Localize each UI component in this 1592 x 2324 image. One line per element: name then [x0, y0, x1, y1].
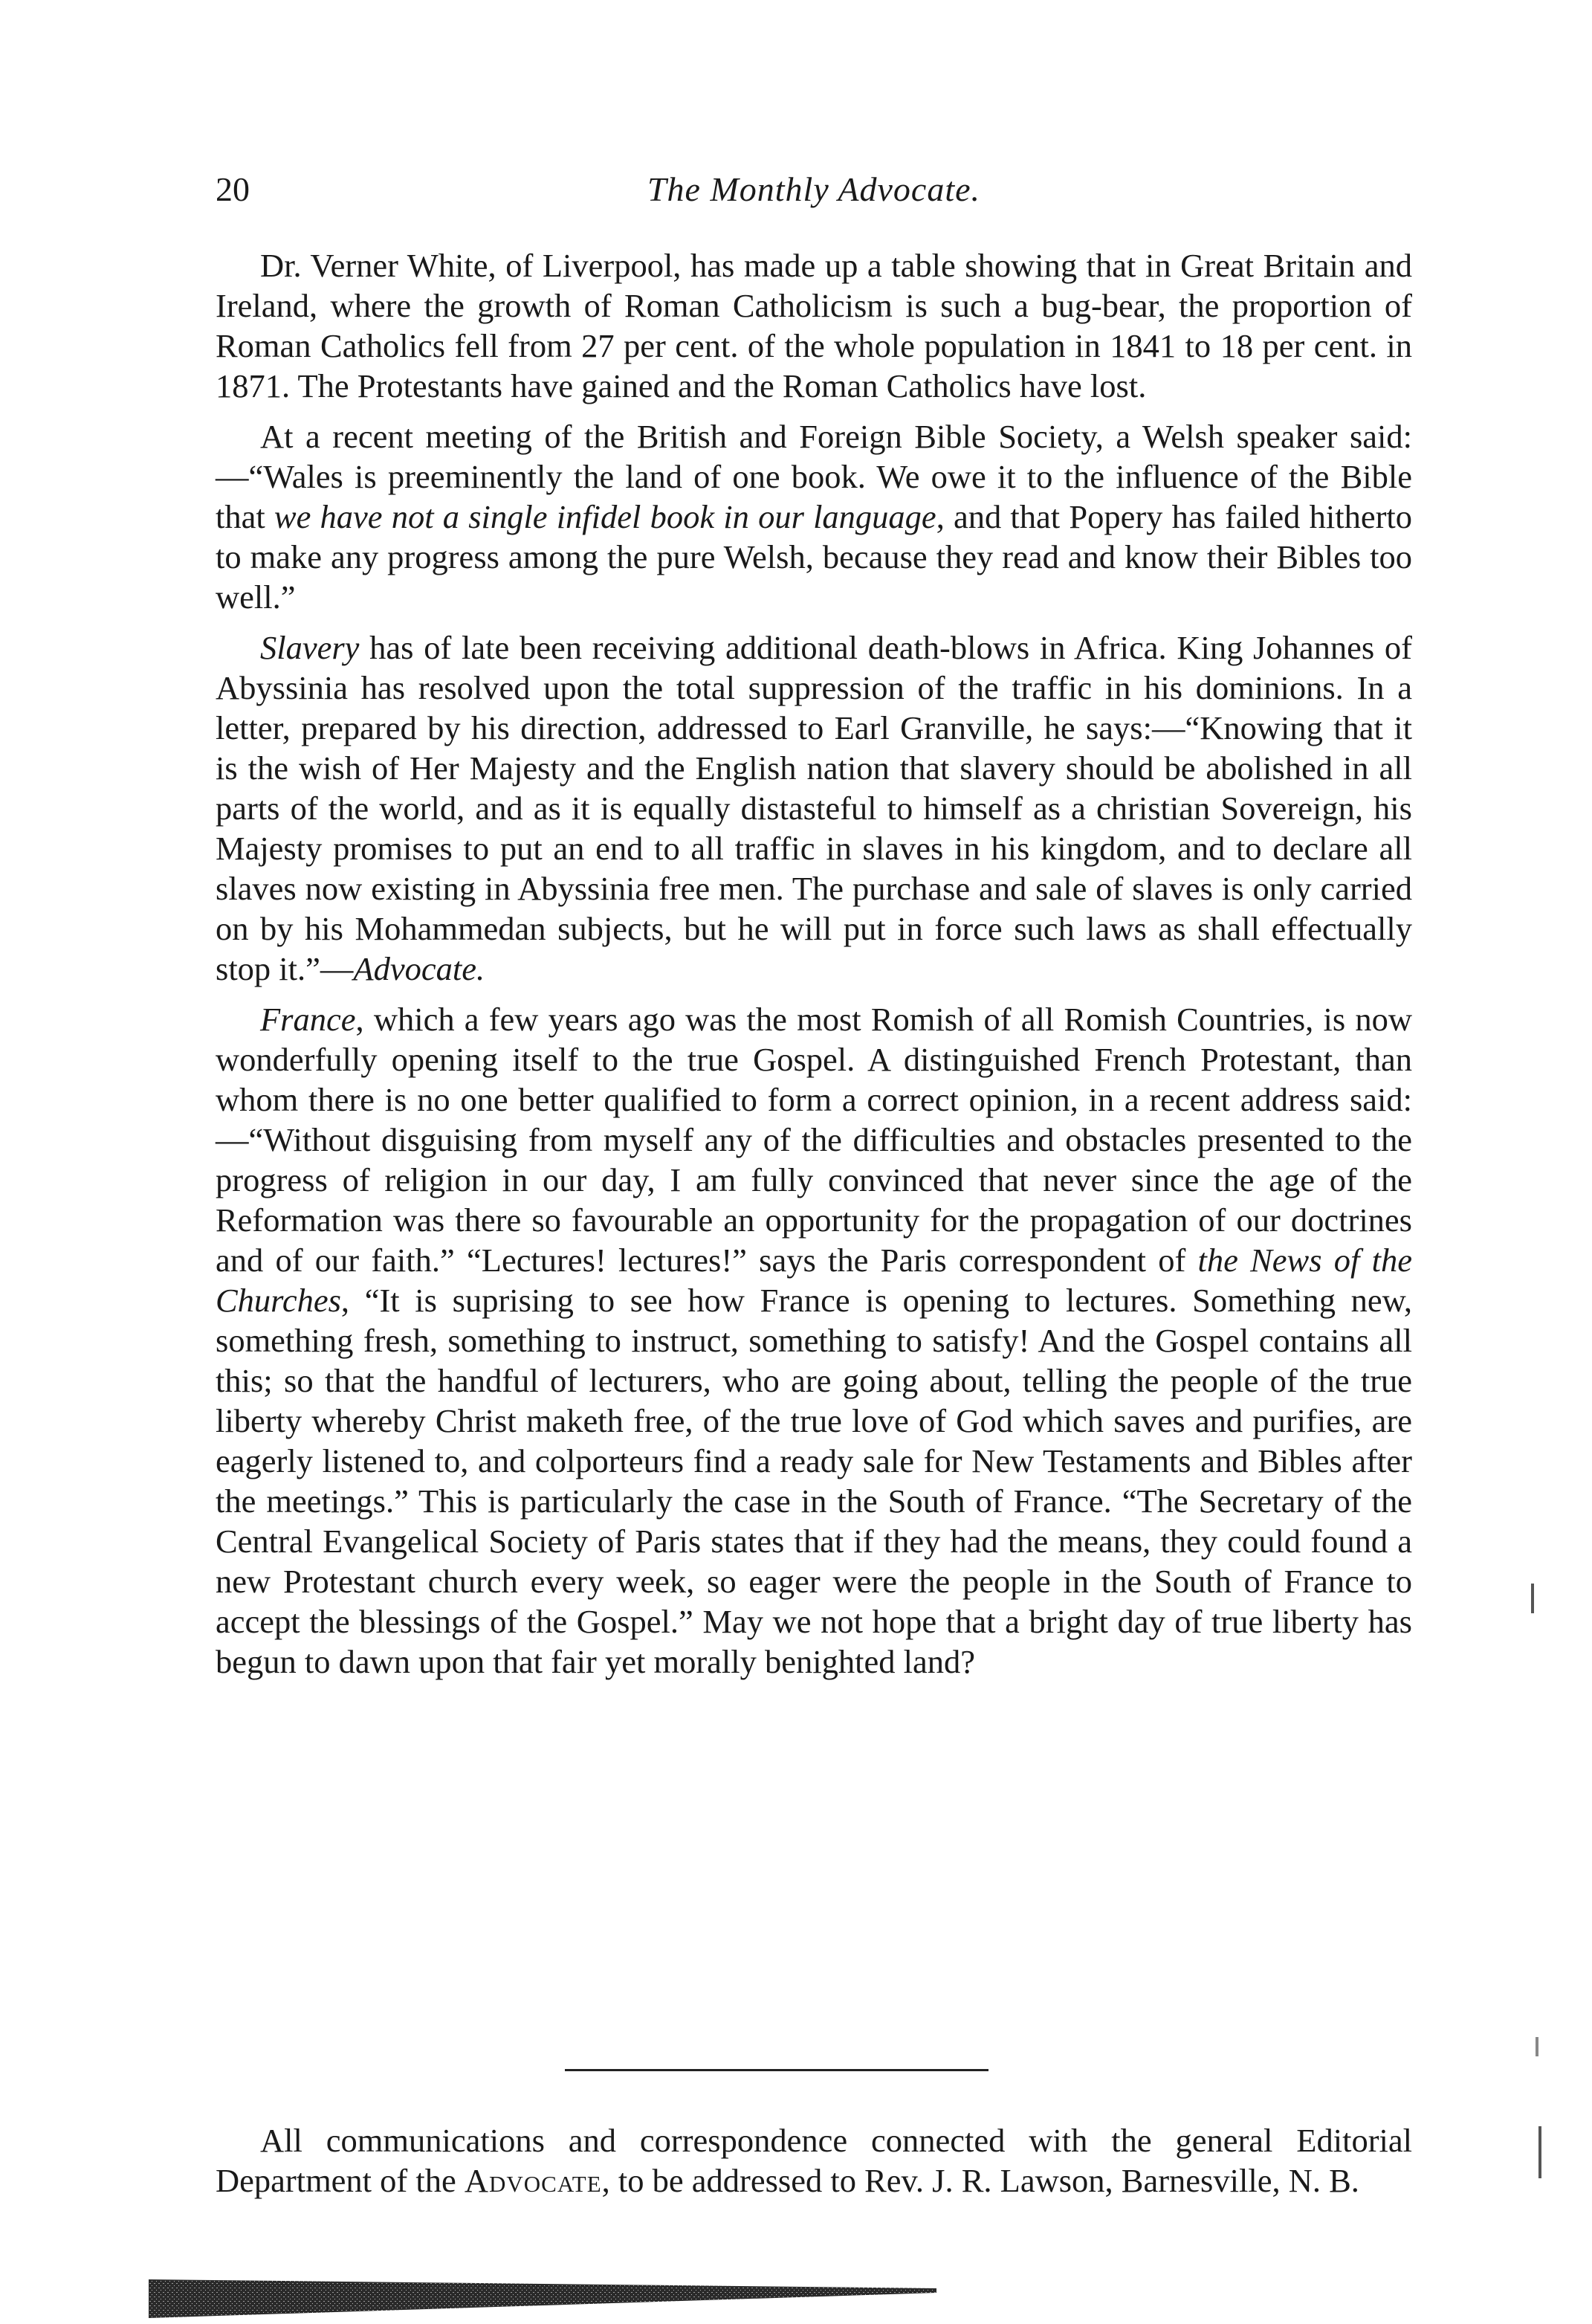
- section-divider: [565, 2069, 988, 2071]
- paragraph-text: , “It is suprising to see how France is opening to lectures. Something new, something fresh, something to instruct, something to satisfy! And the Gospel contains all this; so that the handful of lecturers, who are going about, telling the people of the true liberty whereby Christ maketh free, of the true love of God which saves and purifies, are eagerly listened to, and colporteurs find a ready sale for New Testaments and Bibles after the meetings.” This is particularly the case in the South of France. “The Secretary of the Central Evangelical Society of Paris states that if they had the means, they could found a new Protestant church every week, so eager were the people in the South of France to accept the blessings of the Gospel.” May we not hope that a bright day of true liberty has begun to dawn upon that fair yet morally benighted land?: [216, 1282, 1412, 1680]
- printing-smudge-bar: [149, 2273, 936, 2318]
- paragraph-text: has of late been receiving additional death-blows in Africa. King Johannes of Abyssinia has resolved upon the total suppression of the traffic in his dominions. In a letter, prepared by his direction, addressed to Earl Granville, he says:—“Knowing that it is the wish of Her Majesty and the English nation that slavery should be abolished in all parts of the world, and as it is equally distasteful to himself as a christian Sovereign, his Majesty promises to put an end to all traffic in slaves in his kingdom, and to declare all slaves now existing in Abyssinia free men. The purchase and sale of slaves is only carried on by his Mohammedan subjects, but he will put in force such laws as shall effectually stop it.”—: [216, 629, 1412, 987]
- paragraph-france-gospel: [216, 999, 1412, 1682]
- paragraph-text: Dr. Verner White, of Liverpool, has made up a table showing that in Great Britain and Ireland, where the growth of Roman Catholicism is such a bug-bear, the proportion of Roman Catholics fell from 27 per cent. of the whole population in 1841 to 18 per cent. in 1871. The Protestants have gained and the Roman Catholics have lost.: [216, 247, 1412, 404]
- paragraph-text: , and that Popery has failed hitherto to make any progress among the pure Welsh, because they read and know their Bibles too well.”: [216, 498, 1412, 616]
- margin-mark: [1536, 2037, 1538, 2056]
- margin-mark: [1538, 2126, 1541, 2178]
- paragraph-slavery-abyssinia: [216, 627, 1412, 989]
- editorial-notice: [216, 2120, 1412, 2201]
- paragraph-text: At a recent meeting of the British and Foreign Bible Society, a Welsh speaker said:—“Wales is preeminently the land of one book. We owe it to the influence of the Bible that: [216, 418, 1412, 535]
- paragraph-liverpool-statistics: [216, 245, 1412, 406]
- paragraph-text: , which a few years ago was the most Romish of all Romish Countries, is now wonderfully opening itself to the true Gospel. A distinguished French Protestant, than whom there is no one better qualified to form a correct opinion, in a recent address said:—“Without disguising from myself any of the difficulties and obstacles presented to the progress of religion in our day, I am fully convinced that never since the age of the Reformation was there so favourable an opportunity for the propagation of our doctrines and of our faith.” “Lectures! lectures!” says the Paris correspondent of: [216, 1001, 1412, 1279]
- page-number: 20: [216, 170, 250, 208]
- paragraph-lead-word: France: [260, 1001, 356, 1038]
- paragraph-bible-society-wales: [216, 416, 1412, 617]
- paragraph-lead-word: Slavery: [260, 629, 360, 666]
- notice-text: , to be addressed to Rev. J. R. Lawson, Barnesville, N. B.: [601, 2162, 1359, 2199]
- publication-title: the News of the Churches: [216, 1242, 1412, 1319]
- journal-title: The Monthly Advocate.: [647, 170, 981, 208]
- source-attribution: Advocate.: [353, 950, 485, 987]
- notice-text: All communications and correspondence connected with the general Editorial Department of the: [216, 2122, 1412, 2199]
- article-body: [216, 245, 1412, 1692]
- running-head: [216, 170, 1412, 222]
- advocate-smallcaps: Advocate: [464, 2162, 602, 2199]
- margin-mark: [1531, 1584, 1534, 1613]
- emphasis-quote: we have not a single infidel book in our language: [274, 498, 936, 535]
